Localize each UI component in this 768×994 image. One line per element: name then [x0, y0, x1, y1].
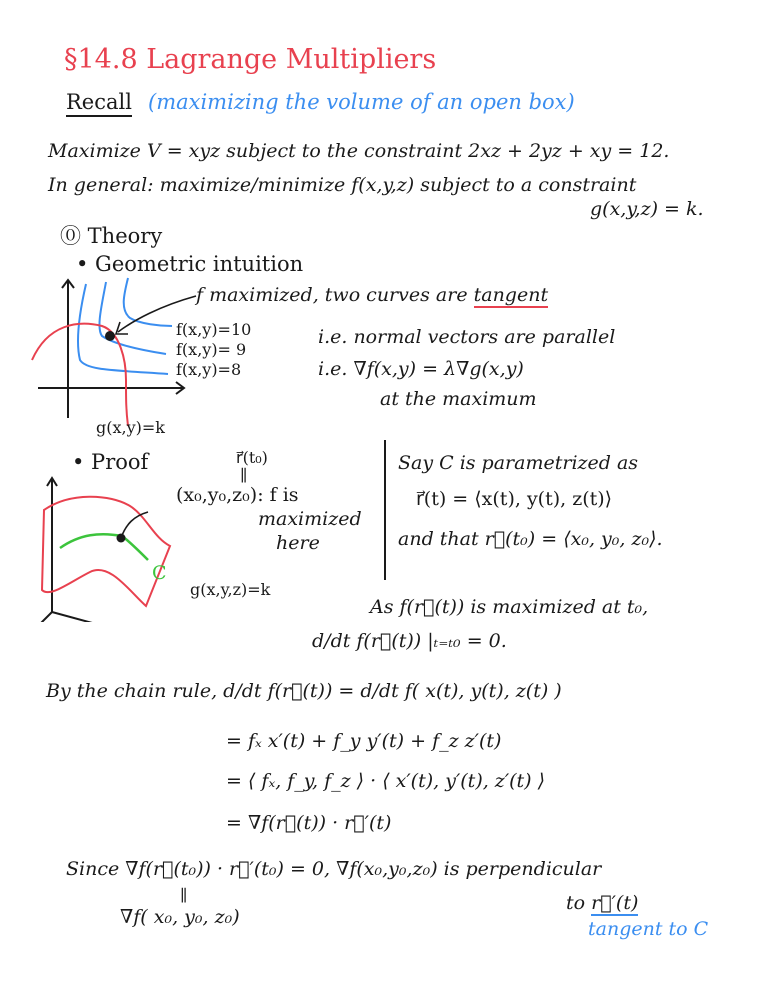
proof-bullet: • Proof — [72, 450, 149, 474]
point-label-maximized: maximized — [258, 508, 362, 530]
chain-rule-line-3: = ⟨ fₓ, f_y, f_z ⟩ · ⟨ x′(t), y′(t), z′(t) ⟩ — [226, 770, 546, 792]
parametrized-line-1: Say C is parametrized as — [398, 452, 639, 474]
curve-c-label: C — [152, 562, 167, 584]
point-label: (x₀,y₀,z₀): f is — [176, 484, 299, 506]
parametrized-line-3: and that r⃗(t₀) = ⟨x₀, y₀, z₀⟩. — [398, 528, 663, 550]
as-maximized-line: As f(r⃗(t)) is maximized at t₀, — [370, 596, 649, 618]
geometric-bullet: • Geometric intuition — [76, 252, 304, 276]
r-t0-label: r⃗(t₀) — [236, 448, 268, 467]
problem-line-1: Maximize V = xyz subject to the constraint 2xz + 2yz + xy = 12. — [48, 140, 670, 162]
ie-normal-vectors: i.e. normal vectors are parallel — [318, 326, 616, 348]
surface-figure — [30, 472, 220, 622]
surface-constraint-label: g(x,y,z)=k — [190, 580, 271, 599]
level-curve-10: f(x,y)=10 — [176, 320, 252, 339]
conclusion-equals-mark: ∥ — [180, 886, 188, 905]
chain-rule-line-2: = fₓ x′(t) + f_y y′(t) + f_z z′(t) — [226, 730, 502, 752]
conclusion-line-2: ∇f( x₀, y₀, z₀) — [120, 906, 240, 928]
r-prime-t: r⃗′(t) — [591, 892, 639, 914]
level-curve-9: f(x,y)= 9 — [176, 340, 247, 359]
to-text: to — [566, 892, 592, 914]
annotation-prefix: f maximized, two curves are — [196, 284, 474, 306]
theory-heading: ⓪ Theory — [60, 224, 163, 248]
conclusion-to — [566, 892, 638, 914]
proof-divider — [384, 440, 386, 580]
chain-rule-line-4: = ∇f(r⃗(t)) · r⃗′(t) — [226, 812, 392, 834]
parametrized-line-2: r⃗(t) = ⟨x(t), y(t), z(t)⟩ — [416, 488, 613, 510]
page-title: §14.8 Lagrange Multipliers — [64, 44, 437, 75]
conclusion-line-1: Since ∇f(r⃗(t₀)) · r⃗′(t₀) = 0, ∇f(x₀,y₀,z₀) is perpendicular — [66, 858, 602, 880]
ie-gradient-equation: i.e. ∇f(x,y) = λ∇g(x,y) — [318, 358, 524, 380]
constraint-label-2d: g(x,y)=k — [96, 418, 165, 437]
point-label-here: here — [276, 532, 320, 554]
recall-label: Recall — [66, 90, 132, 117]
level-curve-8: f(x,y)=8 — [176, 360, 242, 379]
recall-note: (maximizing the volume of an open box) — [148, 90, 575, 114]
problem-line-2: In general: maximize/minimize f(x,y,z) subject to a constraint — [48, 174, 637, 196]
chain-rule-line-1: By the chain rule, d/dt f(r⃗(t)) = d/dt f( x(t), y(t), z(t) ) — [46, 680, 562, 702]
annotation-tangent: tangent — [473, 284, 549, 306]
at-the-maximum: at the maximum — [380, 388, 537, 410]
problem-line-3: g(x,y,z) = k. — [590, 198, 704, 220]
equals-mark: ∥ — [240, 466, 248, 485]
tangent-to-c-note: tangent to C — [588, 918, 709, 940]
derivative-zero-line: d/dt f(r⃗(t)) |ₜ₌ₜ₀ = 0. — [312, 630, 507, 652]
